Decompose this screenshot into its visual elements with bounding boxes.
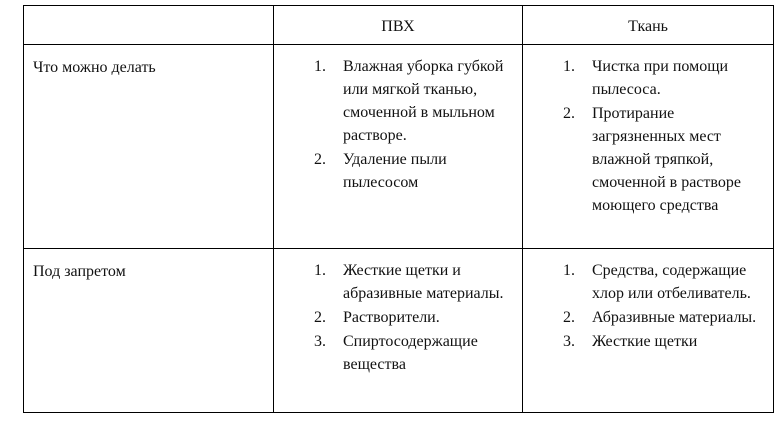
list-item-text: Растворители. xyxy=(343,309,440,326)
list-item-number: 1. xyxy=(314,58,326,75)
list-item-number: 2. xyxy=(314,151,326,168)
table-row xyxy=(24,249,774,413)
list-item-text: Протирание загрязненных мест влажной тряпкой, смоченной в растворе моющего средства xyxy=(592,105,741,214)
list-item-text: Спиртосодержащие вещества xyxy=(343,333,478,373)
list-item-number: 1. xyxy=(563,58,575,75)
cell-allowed-pvc xyxy=(274,45,523,249)
list-item-number: 3. xyxy=(314,333,326,350)
list-item-number: 3. xyxy=(563,333,575,350)
list-item-number: 1. xyxy=(314,262,326,279)
list-item-text: Чистка при помощи пылесоса. xyxy=(592,58,729,98)
care-comparison-table xyxy=(23,5,774,413)
list-item xyxy=(563,330,765,353)
list-item xyxy=(314,55,514,147)
list-item-number: 2. xyxy=(314,309,326,326)
list-item-text: Средства, содержащие хлор или отбеливатель. xyxy=(592,262,751,302)
list-item xyxy=(563,306,765,329)
list-item-text: Влажная уборка губкой или мягкой тканью, смоченной в мыльном растворе. xyxy=(343,58,504,144)
list-item xyxy=(314,259,514,305)
list-item xyxy=(563,55,765,101)
allowed-pvc-list xyxy=(274,55,514,194)
list-item-text: Абразивные материалы. xyxy=(592,309,757,326)
list-item-text: Жесткие щетки и абразивные материалы. xyxy=(343,262,504,302)
list-item-text: Удаление пыли пылесосом xyxy=(343,151,447,191)
list-item xyxy=(314,330,514,376)
table-header-row xyxy=(24,6,774,45)
list-item-text: Жесткие щетки xyxy=(592,333,698,350)
header-fabric: Ткань xyxy=(523,6,774,45)
header-empty-cell xyxy=(24,6,274,45)
allowed-fabric-list xyxy=(523,55,765,217)
list-item-number: 2. xyxy=(563,309,575,326)
header-pvc: ПВХ xyxy=(274,6,523,45)
list-item xyxy=(563,102,765,217)
list-item xyxy=(314,306,514,329)
list-item xyxy=(563,259,765,305)
table-row xyxy=(24,45,774,249)
row-label-forbidden: Под запретом xyxy=(24,249,274,413)
list-item-number: 1. xyxy=(563,262,575,279)
cell-allowed-fabric xyxy=(523,45,774,249)
list-item xyxy=(314,148,514,194)
cell-forbidden-fabric xyxy=(523,249,774,413)
list-item-number: 2. xyxy=(563,105,575,122)
row-label-allowed: Что можно делать xyxy=(24,45,274,249)
forbidden-fabric-list xyxy=(523,259,765,353)
cell-forbidden-pvc xyxy=(274,249,523,413)
forbidden-pvc-list xyxy=(274,259,514,376)
